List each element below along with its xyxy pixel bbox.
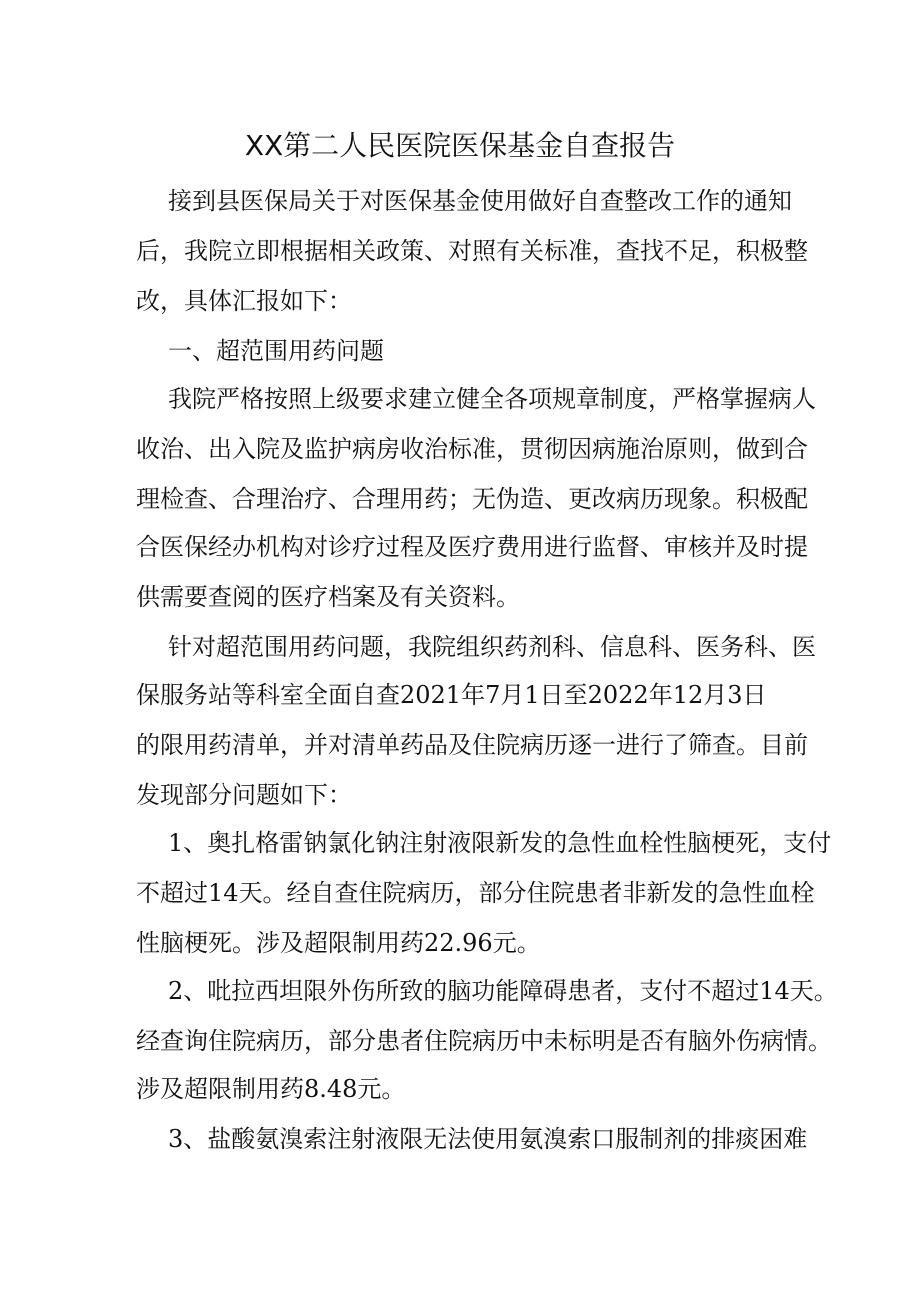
paragraph-line: 针对超范围用药问题，我院组织药剂科、信息科、医务科、医 — [168, 633, 816, 661]
paragraph-line: 收治、出入院及监护病房收治标准，贯彻因病施治原则，做到合 — [136, 435, 808, 463]
paragraph-line: 改，具体汇报如下： — [136, 287, 352, 315]
document-title: XX第二人民医院医保基金自查报告 — [244, 129, 676, 162]
list-item-line: 涉及超限制用药8.48元。 — [136, 1075, 406, 1103]
paragraph-line: 保服务站等科室全面自查2021年7月1日至2022年12月3日 — [136, 681, 767, 709]
paragraph-line: 供需要查阅的医疗档案及有关资料。 — [136, 583, 520, 611]
paragraph-line: 接到县医保局关于对医保基金使用做好自查整改工作的通知 — [168, 187, 792, 215]
paragraph-line: 理检查、合理治疗、合理用药；无伪造、更改病历现象。积极配 — [136, 485, 808, 513]
list-item-line: 经查询住院病历，部分患者住院病历中未标明是否有脑外伤病情。 — [136, 1027, 832, 1055]
list-item-line: 性脑梗死。涉及超限制用药22.96元。 — [136, 929, 541, 957]
paragraph-line: 合医保经办机构对诊疗过程及医疗费用进行监督、审核并及时提 — [136, 533, 808, 561]
list-item-line: 3、盐酸氨溴索注射液限无法使用氨溴索口服制剂的排痰困难 — [168, 1125, 808, 1153]
paragraph-line: 我院严格按照上级要求建立健全各项规章制度，严格掌握病人 — [168, 385, 816, 413]
paragraph-line: 的限用药清单，并对清单药品及住院病历逐一进行了筛查。目前 — [136, 731, 808, 759]
section-heading: 一、超范围用药问题 — [168, 337, 384, 365]
list-item-line: 1、奥扎格雷钠氯化钠注射液限新发的急性血栓性脑梗死，支付 — [168, 829, 832, 857]
list-item-line: 不超过14天。经自查住院病历，部分住院患者非新发的急性血栓 — [136, 879, 815, 907]
list-item-line: 2、吡拉西坦限外伤所致的脑功能障碍患者，支付不超过14天。 — [168, 977, 838, 1005]
paragraph-line: 发现部分问题如下： — [136, 781, 352, 809]
paragraph-line: 后，我院立即根据相关政策、对照有关标准，查找不足，积极整 — [136, 237, 808, 265]
